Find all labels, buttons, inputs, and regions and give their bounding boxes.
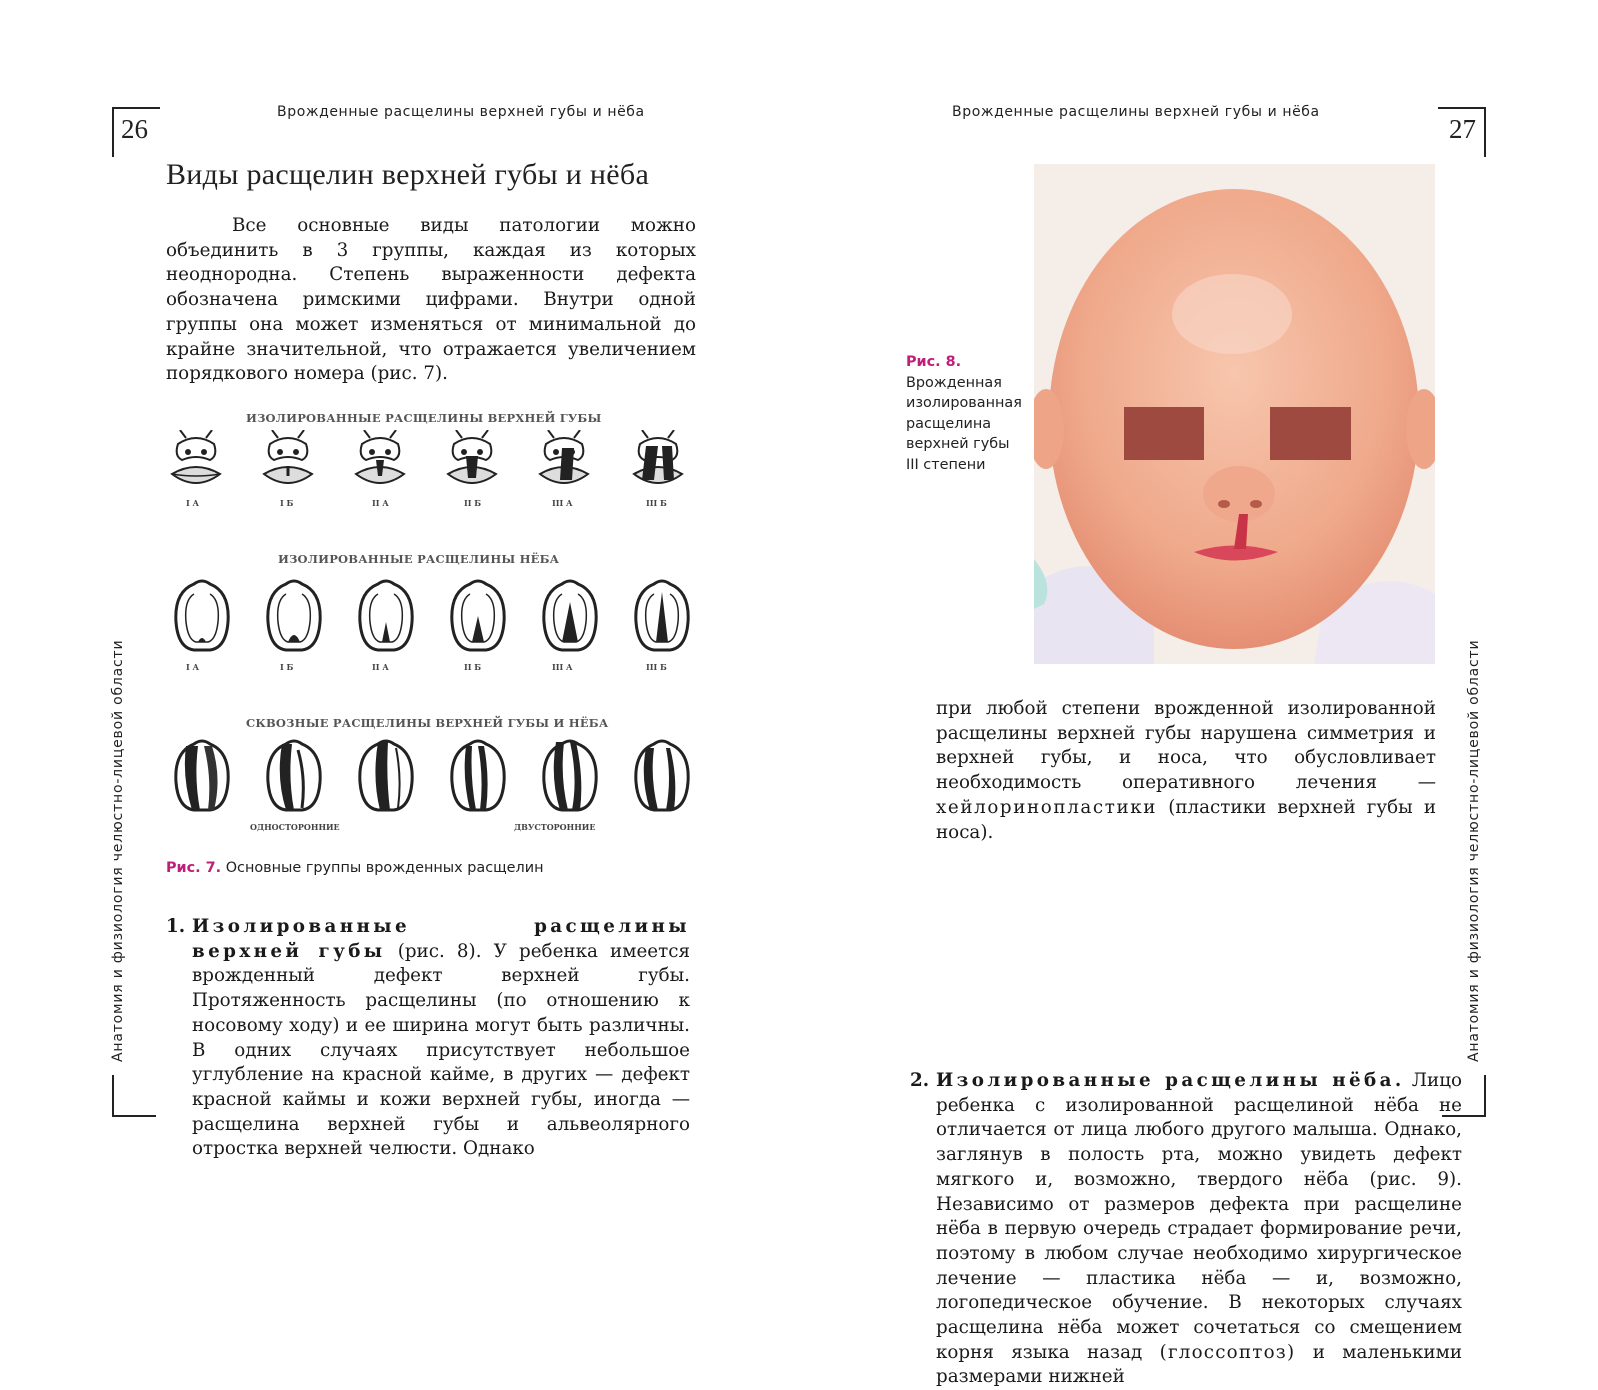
left-header-rule-horizontal (112, 107, 160, 109)
combined-cleft-diagram-4 (452, 741, 504, 810)
fig7-row3-sub-left: ОДНОСТОРОННИЕ (250, 822, 340, 832)
palate-diagram-2 (268, 581, 320, 650)
combined-cleft-diagram-3 (360, 741, 412, 810)
list-item-2-term: Изолированные расщелины нёба. (936, 1070, 1405, 1092)
list-item-1 (166, 915, 690, 1162)
list-item-2-text: Лицо ребенка с изолированной расщелиной нёба не отличается от лица любого другого малыша. Однако, заглянув в полость рта, можно увидеть дефект мягкого и, возможно, твердого нёба (рис. 9). Независимо от размеров дефекта при расщелине нёба в первую очередь страдает формирование речи, поэтому в любом случае необходимо хирургическое лечение — пластика нёба — и, возможно, логопедическое обучение. В некоторых случаях расщелина нёба может сочетаться со смещением корня языка назад (936, 1070, 1462, 1363)
fig7-row2-label-6: III Б (646, 662, 667, 672)
left-header-rule-vertical (112, 107, 114, 157)
lip-cleft-diagram-2 (264, 430, 312, 483)
section-title: Виды расщелин верхней губы и нёба (166, 158, 650, 191)
fig7-row3-title: СКВОЗНЫЕ РАСЩЕЛИНЫ ВЕРХНЕЙ ГУБЫ И НЁБА (246, 716, 609, 730)
continuation-term: хейлоринопластики (936, 796, 1158, 818)
list-item-1-number: 1. (166, 916, 186, 937)
fig7-row3-sub-right: ДВУСТОРОННИЕ (514, 822, 596, 832)
fig7-caption-text: Основные группы врожденных расщелин (225, 860, 544, 876)
left-running-head: Врожденные расщелины верхней губы и нёба (277, 104, 645, 120)
palate-diagram-1 (176, 581, 228, 650)
right-header-rule-horizontal (1438, 107, 1486, 109)
fig7-row1-label-2: I Б (280, 498, 294, 508)
fig8-caption-label: Рис. 8. (906, 354, 962, 370)
fig7-row1-label-4: II Б (464, 498, 482, 508)
combined-cleft-diagram-6 (636, 741, 688, 810)
baby-photo (1034, 164, 1435, 664)
continuation-text-2: (пластики верхней губы и носа). (936, 796, 1436, 843)
intro-paragraph (166, 214, 696, 387)
right-side-title: Анатомия и физиология челюстно-лицевой области (1466, 639, 1482, 1062)
list-item-2-text-end: и маленькими размерами нижней (936, 1341, 1463, 1388)
right-page-number: 27 (1449, 114, 1476, 144)
lip-cleft-diagram-6 (634, 430, 682, 483)
fig7-row2-label-5: III А (552, 662, 573, 672)
left-side-rule-vertical (112, 1075, 114, 1117)
intro-text: Все основные виды патологии можно объединить в 3 группы, каждая из которых неоднородна. Степень выраженности дефекта обозначена римскими цифрами. Внутри одной группы она может изменяться от минимальной до крайне значительной, что отражается увеличением порядкового номера (рис. 7). (166, 215, 696, 385)
fig7-row1-label-3: II А (372, 498, 389, 508)
lip-cleft-diagram-1 (172, 430, 220, 483)
continuation-text-1: при любой степени врожденной изолированной расщелины верхней губы нарушена симметрия и верхней губы, и носа, что обусловливает необходимость оперативного лечения — (936, 698, 1436, 794)
palate-diagram-5 (544, 581, 596, 650)
lip-cleft-diagram-4 (448, 430, 496, 483)
fig7-row2-label-3: II А (372, 662, 389, 672)
fig7-caption-label: Рис. 7. (166, 860, 222, 876)
fig7-row1-drawings (166, 430, 696, 526)
left-side-title: Анатомия и физиология челюстно-лицевой области (110, 639, 126, 1062)
fig7-row3-drawings (166, 738, 696, 818)
lip-cleft-diagram-3 (356, 430, 404, 483)
palate-diagram-4 (452, 581, 504, 650)
fig7-row1-title: ИЗОЛИРОВАННЫЕ РАСЩЕЛИНЫ ВЕРХНЕЙ ГУБЫ (246, 411, 602, 425)
palate-diagram-3 (360, 581, 412, 650)
censor-bar-left (1124, 407, 1204, 460)
fig7-row2-title: ИЗОЛИРОВАННЫЕ РАСЩЕЛИНЫ НЁБА (278, 552, 560, 566)
fig7-row2-label-2: I Б (280, 662, 294, 672)
palate-diagram-6 (636, 581, 688, 650)
fig7-row2-label-4: II Б (464, 662, 482, 672)
list-item-1-term: Изолированные расщелины верхней губы (192, 916, 690, 962)
fig8-caption-text: Врожденная изолированная расщелина верхней губы III степени (906, 374, 1022, 473)
left-side-rule-horizontal (112, 1115, 156, 1117)
left-page-number: 26 (121, 114, 148, 144)
continuation-paragraph (936, 697, 1436, 845)
fig7-row2-drawings (166, 578, 696, 658)
right-header-rule-vertical (1484, 107, 1486, 157)
right-running-head: Врожденные расщелины верхней губы и нёба (952, 104, 1320, 120)
fig8-caption (906, 352, 1024, 475)
fig7-row1-label-5: III А (552, 498, 573, 508)
fig7-caption (166, 860, 544, 876)
combined-cleft-diagram-2 (268, 741, 320, 810)
combined-cleft-diagram-1 (176, 741, 228, 810)
lip-cleft-diagram-5 (540, 430, 588, 483)
fig7-row1-label-6: III Б (646, 498, 667, 508)
list-item-2 (910, 1069, 1462, 1390)
fig7-row2-label-1: I А (186, 662, 200, 672)
combined-cleft-diagram-5 (544, 741, 596, 810)
list-item-2-number: 2. (910, 1070, 930, 1092)
right-side-rule-vertical (1484, 1075, 1486, 1117)
fig7-row1-label-1: I А (186, 498, 200, 508)
list-item-1-text: (рис. 8). У ребенка имеется врожденный дефект верхней губы. Протяженность расщелины (по отношению к носовому ходу) и ее ширина могут быть различны. В одних случаях присутствует небольшое углубление на красной кайме, в других — дефект красной каймы и кожи верхней губы, иногда — расщелина верхней губы и альвеолярного отростка верхней челюсти. Однако (192, 940, 690, 1160)
list-item-2-glosso: (глоссоптоз) (1159, 1341, 1296, 1363)
censor-bar-right (1270, 407, 1351, 460)
